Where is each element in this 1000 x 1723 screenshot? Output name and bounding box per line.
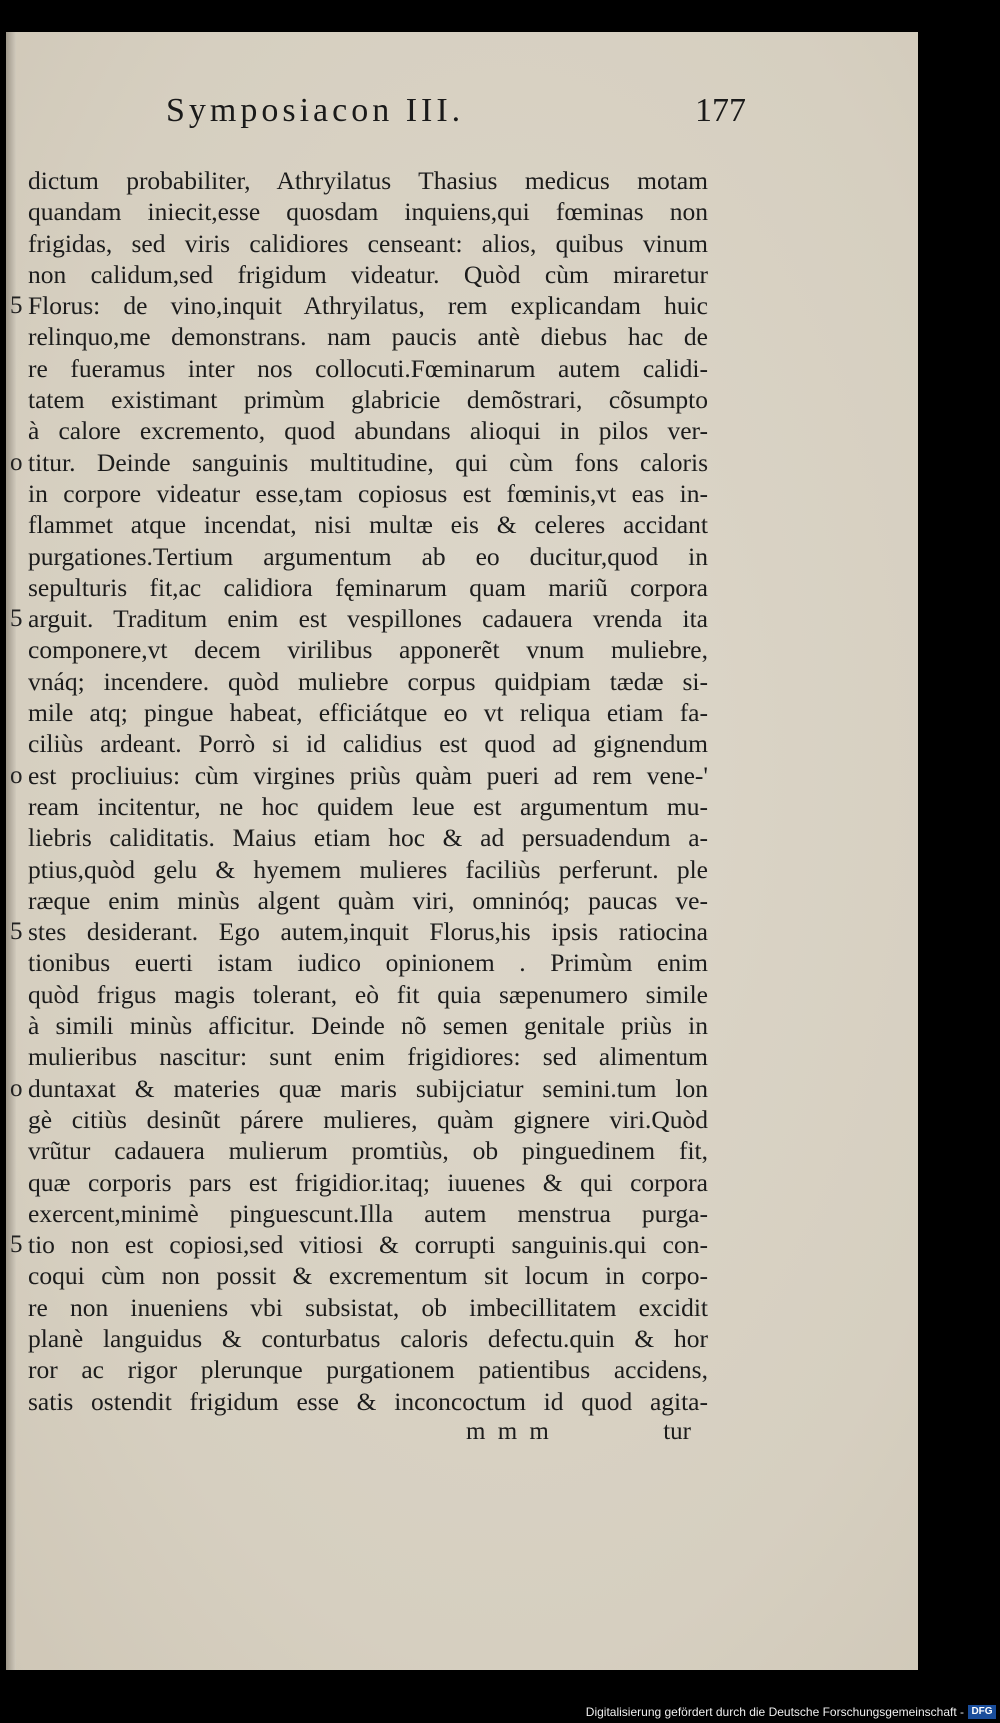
line-number-marker: o — [10, 1074, 23, 1102]
line-text: mile atq; pingue habeat, efficiátque eo vt reliqua etiam fa- — [28, 698, 708, 728]
line-text: componere,vt decem virilibus apponerẽt vnum muliebre, — [28, 635, 708, 665]
line-number-marker: 5 — [10, 605, 23, 633]
text-line — [28, 1354, 708, 1385]
line-text: ræque enim minùs algent quàm viri, omninóq; paucas ve- — [28, 885, 708, 915]
line-text: Florus: de vino,inquit Athryilatus, rem explicandam huic — [28, 291, 708, 321]
line-text: ptius,quòd gelu & hyemem mulieres faciliùs perferunt. ple — [28, 854, 708, 884]
text-line — [28, 697, 708, 728]
line-text: tatem existimant primùm glabricie demõstrari, cõsumpto — [28, 385, 708, 415]
line-number-marker: 5 — [10, 292, 23, 320]
text-line — [28, 979, 708, 1010]
text-line — [28, 572, 708, 603]
line-text: planè languidus & conturbatus caloris defectu.quin & hor — [28, 1323, 708, 1353]
text-line — [28, 666, 708, 697]
text-line — [28, 947, 708, 978]
line-text: arguit. Traditum enim est vespillones cadauera vrenda ita — [28, 604, 708, 634]
text-line — [28, 384, 708, 415]
text-line — [28, 509, 708, 540]
line-text: tio non est copiosi,sed vitiosi & corrupti sanguinis.qui con- — [28, 1230, 708, 1260]
line-text: ream incitentur, ne hoc quidem leue est argumentum mu- — [28, 791, 708, 821]
text-line — [28, 415, 708, 446]
text-line — [28, 1104, 708, 1135]
text-line — [28, 478, 708, 509]
line-text: frigidas, sed viris calidiores censeant: alios, quibus vinum — [28, 228, 708, 258]
text-line — [28, 541, 708, 572]
line-text: stes desiderant. Ego autem,inquit Florus,his ipsis ratiocina — [28, 917, 708, 947]
line-text: exercent,minimè pinguescunt.Illa autem menstrua purga- — [28, 1198, 708, 1228]
text-line — [10, 916, 708, 947]
line-text: re fueramus inter nos collocuti.Fœminarum autem calidi- — [28, 353, 708, 383]
line-text: coqui cùm non possit & excrementum sit locum in corpo- — [28, 1261, 708, 1291]
line-text: sepulturis fit,ac calidiora fęminarum quam mariũ corpora — [28, 572, 708, 602]
signature-mark: m m m — [466, 1418, 552, 1445]
line-text: purgationes.Tertium argumentum ab eo ducitur,quod in — [28, 541, 708, 571]
text-line — [28, 885, 708, 916]
line-text: mulieribus nascitur: sunt enim frigidiores: sed alimentum — [28, 1042, 708, 1072]
book-page — [6, 32, 918, 1670]
line-text: titur. Deinde sanguinis multitudine, qui cùm fons caloris — [28, 447, 708, 477]
line-text: non calidum,sed frigidum videatur. Quòd cùm miraretur — [28, 259, 708, 289]
dfg-logo: DFG — [968, 1705, 996, 1719]
line-text: gè citiùs desinũt párere mulieres, quàm gignere viri.Quòd — [28, 1104, 708, 1134]
page-gutter-edge — [6, 32, 16, 1670]
line-text: liebris caliditatis. Maius etiam hoc & ad persuadendum a- — [28, 823, 708, 853]
text-line — [28, 1010, 708, 1041]
line-number-marker: o — [10, 448, 23, 476]
text-line — [28, 634, 708, 665]
line-text: quòd frigus magis tolerant, eò fit quia sæpenumero simile — [28, 979, 708, 1009]
digitization-note: Digitalisierung gefördert durch die Deutsche Forschungsgemeinschaft - — [585, 1705, 964, 1719]
text-line — [28, 728, 708, 759]
line-text: satis ostendit frigidum esse & inconcoctum id quod agita- — [28, 1386, 708, 1416]
page-number: 177 — [695, 92, 746, 129]
text-line — [10, 1073, 708, 1104]
line-text: relinquo,me demonstrans. nam paucis antè diebus hac de — [28, 322, 708, 352]
line-number-marker: 5 — [10, 918, 23, 946]
line-text: à simili minùs afficitur. Deinde nõ semen genitale priùs in — [28, 1011, 708, 1041]
text-line — [28, 1198, 708, 1229]
line-number-marker: o — [10, 761, 23, 789]
text-line — [10, 290, 708, 321]
body-text — [10, 165, 708, 1417]
text-line — [28, 822, 708, 853]
text-line — [10, 603, 708, 634]
line-text: flammet atque incendat, nisi multæ eis & celeres accidant — [28, 510, 708, 540]
text-line — [28, 1323, 708, 1354]
line-number-marker: 5 — [10, 1231, 23, 1259]
text-line — [10, 760, 708, 791]
line-text: duntaxat & materies quæ maris subijciatur semini.tum lon — [28, 1073, 708, 1103]
catchword: tur — [663, 1418, 691, 1445]
line-text: dictum probabiliter, Athryilatus Thasius medicus motam — [28, 166, 708, 195]
text-line — [28, 196, 708, 227]
text-line — [28, 1135, 708, 1166]
page-footer — [466, 1418, 691, 1448]
text-line — [28, 1041, 708, 1072]
line-text: tionibus euerti istam iudico opinionem . Primùm enim — [28, 948, 708, 978]
line-text: quæ corporis pars est frigidior.itaq; iuuenes & qui corpora — [28, 1167, 708, 1197]
text-line — [28, 791, 708, 822]
line-text: vnáq; incendere. quòd muliebre corpus quidpiam tædæ si- — [28, 666, 708, 696]
line-text: re non inueniens vbi subsistat, ob imbecillitatem excidit — [28, 1292, 708, 1322]
line-text: ror ac rigor plerunque purgationem patientibus accidens, — [28, 1355, 708, 1385]
line-text: est procliuius: cùm virgines priùs quàm pueri ad rem vene-' — [28, 760, 708, 790]
line-text: à calore excremento, quod abundans alioqui in pilos ver- — [28, 416, 708, 446]
text-line — [28, 353, 708, 384]
line-text: quandam iniecit,esse quosdam inquiens,qui fœminas non — [28, 197, 708, 227]
text-line — [28, 1260, 708, 1291]
text-line — [10, 447, 708, 478]
line-text: vrũtur cadauera mulierum promtiùs, ob pinguedinem fit, — [28, 1136, 708, 1166]
text-line — [28, 854, 708, 885]
text-line — [10, 1229, 708, 1260]
text-line — [28, 1386, 708, 1417]
line-text: ciliùs ardeant. Porrò si id calidius est quod ad gignendum — [28, 729, 708, 759]
page-header — [166, 92, 746, 142]
text-line — [28, 1292, 708, 1323]
text-line — [28, 259, 708, 290]
running-title: Symposiacon III. — [166, 92, 465, 129]
text-line — [28, 228, 708, 259]
text-line — [28, 1167, 708, 1198]
line-text: in corpore videatur esse,tam copiosus est fœminis,vt eas in- — [28, 478, 708, 508]
text-line — [28, 165, 708, 196]
text-line — [28, 321, 708, 352]
